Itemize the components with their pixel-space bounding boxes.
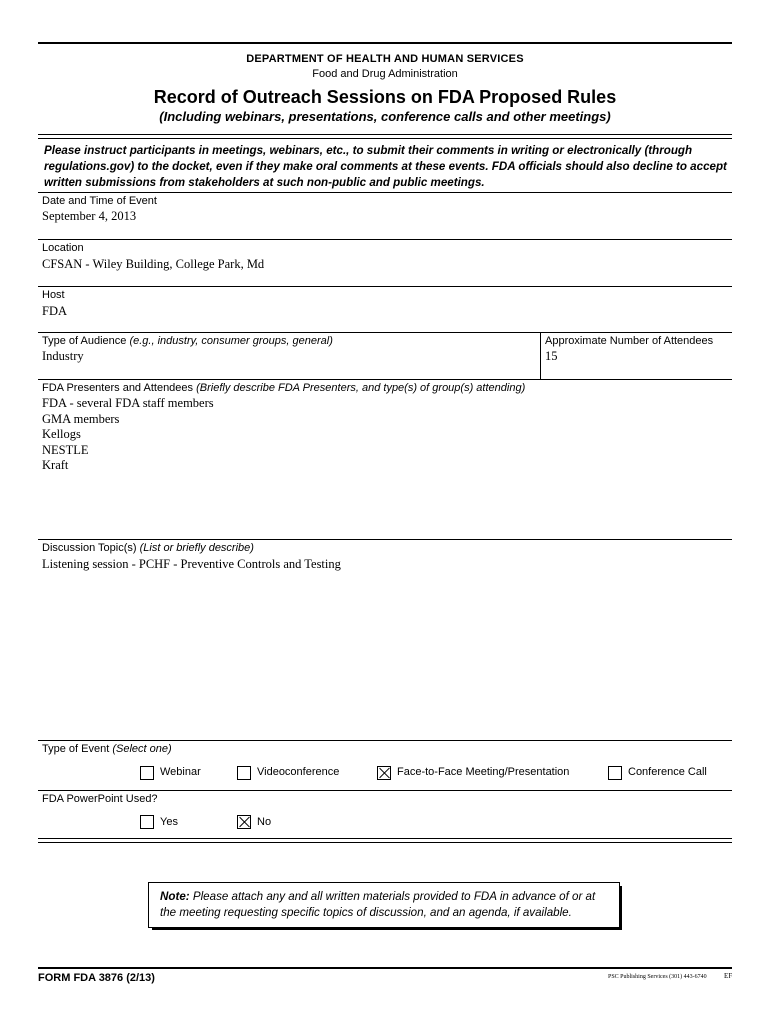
- powerpoint-no-checkbox[interactable]: [237, 815, 251, 829]
- host-label: Host: [42, 289, 65, 301]
- audience-label: Type of Audience (e.g., industry, consumer groups, general): [42, 335, 333, 347]
- audience-rule: [38, 379, 732, 380]
- event-type-label: Type of Event (Select one): [42, 743, 172, 755]
- location-value[interactable]: CFSAN - Wiley Building, College Park, Md: [42, 257, 265, 271]
- videoconference-option-label: Videoconference: [257, 766, 340, 778]
- host-rule: [38, 332, 732, 333]
- instruction-rule-bottom: [38, 192, 732, 193]
- conference-call-option-label: Conference Call: [628, 766, 707, 778]
- presenter-line: Kraft: [42, 458, 69, 472]
- powerpoint-yes-label: Yes: [160, 816, 178, 828]
- audience-value[interactable]: Industry: [42, 349, 84, 363]
- note-box: [148, 882, 620, 928]
- form-number: FORM FDA 3876 (2/13): [38, 972, 155, 984]
- presenters-label: FDA Presenters and Attendees (Briefly describe FDA Presenters, and type(s) of group(s) attending): [42, 382, 526, 394]
- attendees-count-value[interactable]: 15: [545, 349, 558, 363]
- presenter-line: FDA - several FDA staff members: [42, 396, 214, 410]
- topics-label: Discussion Topic(s) (List or briefly describe): [42, 542, 254, 554]
- topics-value[interactable]: Listening session - PCHF - Preventive Controls and Testing: [42, 557, 341, 571]
- host-value[interactable]: FDA: [42, 304, 68, 318]
- ef-mark: EF: [724, 972, 733, 980]
- date-rule: [38, 239, 732, 240]
- date-value[interactable]: September 4, 2013: [42, 209, 137, 223]
- location-label: Location: [42, 242, 84, 254]
- presenter-line: Kellogs: [42, 427, 81, 441]
- topics-rule: [38, 740, 732, 741]
- note-lead: Note:: [160, 890, 190, 903]
- powerpoint-rule: [38, 838, 732, 839]
- publisher-credit: PSC Publishing Services (301) 443-6740: [608, 974, 707, 980]
- top-rule: [38, 42, 732, 44]
- event-type-rule: [38, 790, 732, 791]
- agency-heading: Food and Drug Administration: [312, 68, 458, 80]
- powerpoint-yes-checkbox[interactable]: [140, 815, 154, 829]
- audience-divider: [540, 332, 541, 380]
- powerpoint-rule-2: [38, 842, 732, 843]
- location-rule: [38, 286, 732, 287]
- face-to-face-checkbox[interactable]: [377, 766, 391, 780]
- note-text: [160, 889, 612, 921]
- date-label: Date and Time of Event: [42, 195, 157, 207]
- instruction-rule-top-2: [38, 138, 732, 139]
- videoconference-checkbox[interactable]: [237, 766, 251, 780]
- department-heading: DEPARTMENT OF HEALTH AND HUMAN SERVICES: [246, 53, 524, 65]
- instruction-rule-top: [38, 134, 732, 135]
- powerpoint-no-label: No: [257, 816, 272, 828]
- presenter-line: NESTLE: [42, 442, 89, 457]
- form-subtitle: (Including webinars, presentations, conference calls and other meetings): [159, 109, 611, 124]
- presenters-value[interactable]: [42, 396, 214, 474]
- powerpoint-label: FDA PowerPoint Used?: [42, 793, 158, 805]
- presenters-rule: [38, 539, 732, 540]
- footer-rule: [38, 967, 732, 969]
- webinar-checkbox[interactable]: [140, 766, 154, 780]
- presenter-line: GMA members: [42, 411, 120, 426]
- attendees-count-label: Approximate Number of Attendees: [545, 335, 714, 347]
- form-title: Record of Outreach Sessions on FDA Proposed Rules: [153, 87, 617, 107]
- instructions-text: Please instruct participants in meetings, webinars, etc., to submit their comments in writing or electronically (through regulations.gov) to the docket, even if they make oral comments at these events. FDA officials should also decline to accept written submissions from stakeholders at such non-public and public meetings.: [44, 144, 727, 189]
- note-body: Please attach any and all written materials provided to FDA in advance of or at the meeting requesting specific topics of discussion, and an agenda, if available.: [160, 890, 596, 919]
- face-to-face-option-label: Face-to-Face Meeting/Presentation: [397, 766, 570, 778]
- webinar-option-label: Webinar: [160, 766, 201, 778]
- conference-call-checkbox[interactable]: [608, 766, 622, 780]
